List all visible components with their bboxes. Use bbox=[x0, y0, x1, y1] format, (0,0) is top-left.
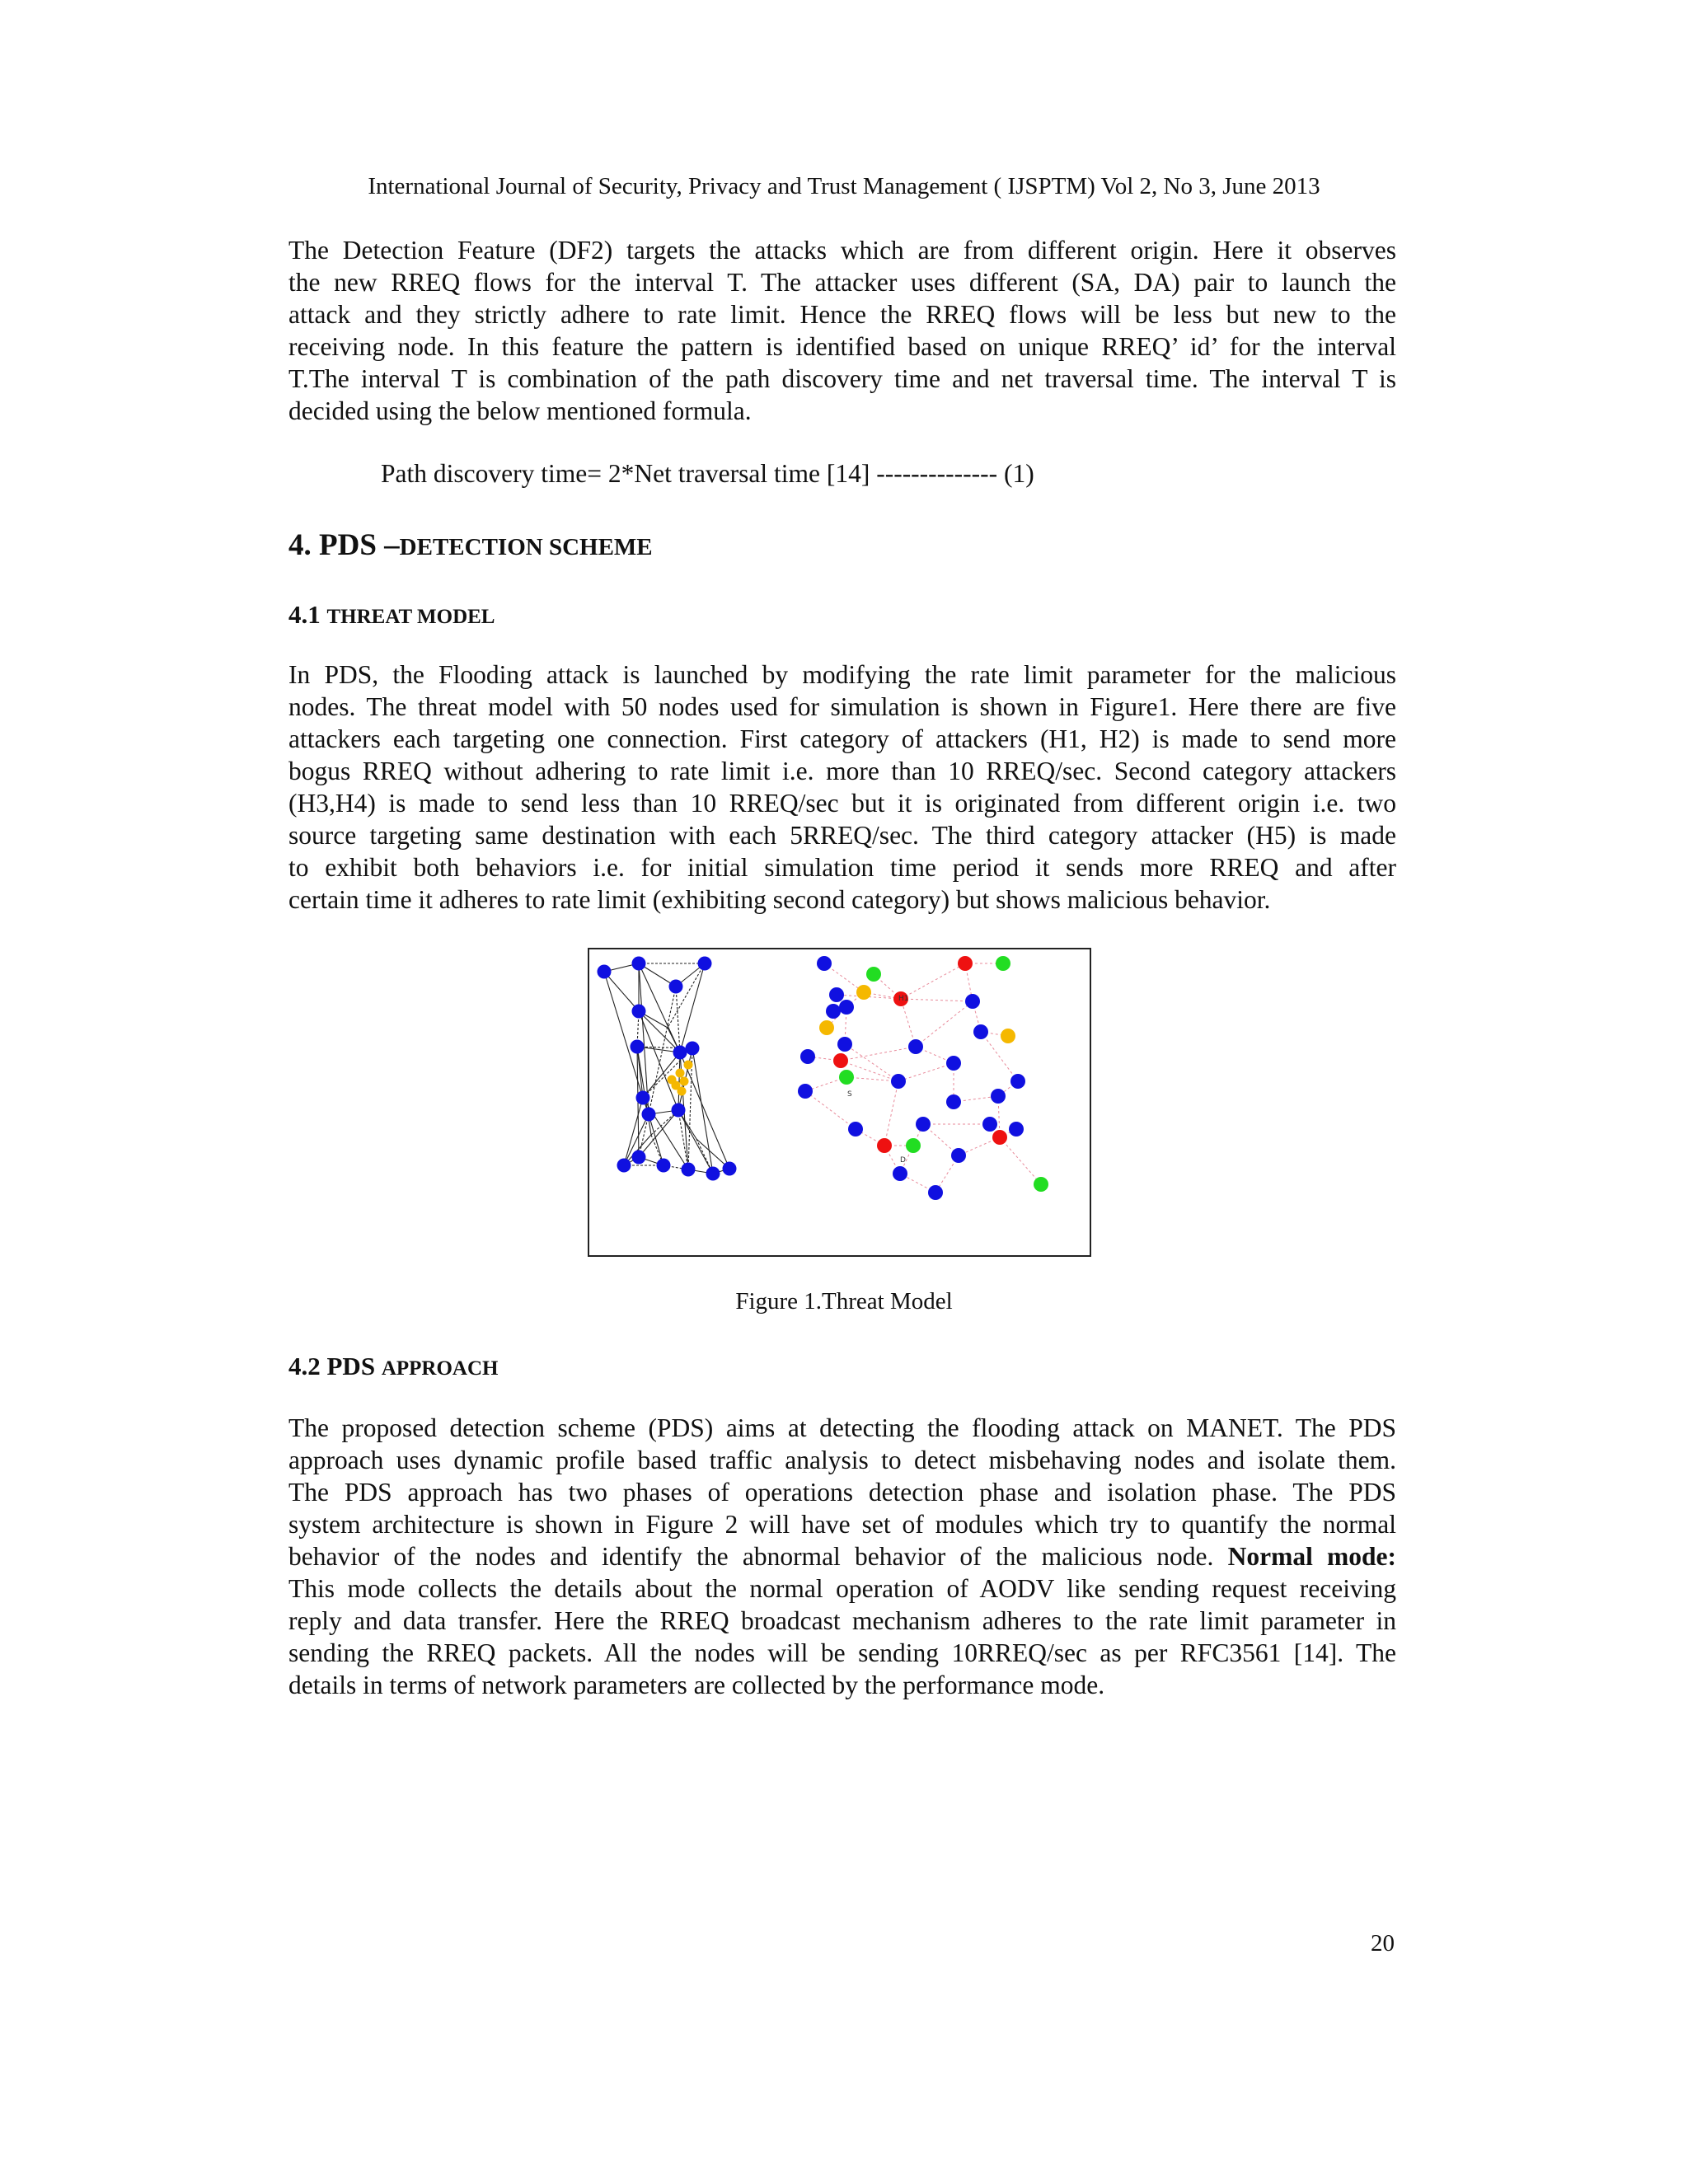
network-node bbox=[698, 957, 712, 971]
attacker-node bbox=[958, 956, 973, 971]
normal-node bbox=[908, 1039, 923, 1054]
network-node bbox=[632, 1005, 646, 1019]
source-node bbox=[856, 985, 871, 1000]
source-node bbox=[684, 1061, 693, 1070]
target-node bbox=[866, 967, 881, 982]
network-node bbox=[598, 965, 612, 979]
normal-node bbox=[798, 1084, 813, 1099]
label-d: D bbox=[900, 1156, 906, 1165]
normal-node bbox=[965, 994, 980, 1009]
text-line: reply and data transfer. Here the RREQ broadcast mechanism adheres to the rate limit parameter in bbox=[288, 1606, 1396, 1635]
network-node bbox=[617, 1159, 631, 1173]
network-node bbox=[632, 1151, 646, 1165]
source-node bbox=[676, 1069, 685, 1078]
network-node bbox=[686, 1042, 700, 1056]
normal-mode-label: Normal mode: bbox=[1227, 1542, 1397, 1571]
source-node bbox=[1001, 1029, 1015, 1043]
target-node bbox=[996, 956, 1010, 971]
network-node bbox=[706, 1167, 720, 1181]
paragraph-threat-model bbox=[288, 658, 1396, 916]
section-title: DETECTION SCHEME bbox=[399, 534, 653, 560]
formula: Path discovery time= 2*Net traversal time [14] -------------- (1) bbox=[381, 459, 1034, 488]
page-number: 20 bbox=[1371, 1930, 1395, 1957]
text-line: The proposed detection scheme (PDS) aims at detecting the flooding attack on MANET. The PDS bbox=[288, 1413, 1396, 1442]
network-node bbox=[632, 957, 646, 971]
normal-node bbox=[817, 956, 832, 971]
text-line: The Detection Feature (DF2) targets the attacks which are from different origin. Here it observes bbox=[288, 236, 1396, 265]
normal-node bbox=[893, 1166, 907, 1181]
normal-node bbox=[946, 1094, 961, 1109]
text-line: (H3,H4) is made to send less than 10 RREQ/sec but it is originated from different origin i.e. two bbox=[288, 789, 1396, 818]
network-node bbox=[672, 1104, 686, 1118]
normal-node bbox=[1010, 1074, 1025, 1089]
network-node bbox=[657, 1159, 671, 1173]
text-line: details in terms of network parameters are collected by the performance mode. bbox=[288, 1671, 1105, 1699]
network-node bbox=[673, 1046, 687, 1060]
normal-node bbox=[991, 1089, 1006, 1104]
text-line: source targeting same destination with each 5RREQ/sec. The third category attacker (H5) is made bbox=[288, 821, 1396, 850]
normal-node bbox=[973, 1024, 988, 1039]
network-diagram bbox=[589, 949, 1090, 1255]
source-node bbox=[678, 1087, 687, 1096]
text-span: behavior of the nodes and identify the abnormal behavior of the malicious node. bbox=[288, 1542, 1228, 1571]
source-node bbox=[680, 1077, 689, 1086]
section-heading-4 bbox=[288, 527, 653, 563]
section-heading-4-1 bbox=[288, 600, 495, 630]
source-node bbox=[819, 1020, 834, 1035]
text-line: attack and they strictly adhere to rate limit. Hence the RREQ flows will be less but new to the bbox=[288, 300, 1396, 329]
threat-model-figure bbox=[588, 948, 1091, 1257]
normal-node bbox=[839, 1000, 854, 1015]
attacker-node bbox=[833, 1053, 848, 1068]
section-number: 4.2 PDS bbox=[288, 1352, 376, 1380]
text-line: This mode collects the details about the normal operation of AODV like sending request receiving bbox=[288, 1574, 1396, 1603]
normal-node bbox=[1009, 1122, 1024, 1137]
text-line: In PDS, the Flooding attack is launched by modifying the rate limit parameter for the malicious bbox=[288, 660, 1396, 689]
network-node bbox=[682, 1163, 696, 1177]
paragraph-pds-approach bbox=[288, 1412, 1396, 1701]
section-title: THREAT MODEL bbox=[326, 606, 495, 628]
target-node bbox=[1034, 1177, 1048, 1192]
text-line: bogus RREQ without adhering to rate limit i.e. more than 10 RREQ/sec. Second category attackers bbox=[288, 757, 1396, 785]
normal-node bbox=[837, 1037, 852, 1052]
text-line: to exhibit both behaviors i.e. for initial simulation time period it sends more RREQ and after bbox=[288, 853, 1396, 882]
text-line: the new RREQ flows for the interval T. The attacker uses different (SA, DA) pair to launch the bbox=[288, 268, 1396, 297]
normal-node bbox=[891, 1074, 906, 1089]
normal-node bbox=[829, 987, 844, 1002]
section-title: APPROACH bbox=[381, 1357, 499, 1380]
section-number: 4. PDS – bbox=[288, 528, 400, 562]
normal-node bbox=[928, 1185, 943, 1200]
paragraph-detection-feature bbox=[288, 234, 1396, 427]
attacker-node bbox=[877, 1138, 892, 1153]
normal-node bbox=[951, 1148, 966, 1163]
text-line: The PDS approach has two phases of operations detection phase and isolation phase. The PDS bbox=[288, 1478, 1396, 1507]
normal-node bbox=[800, 1049, 815, 1064]
network-node bbox=[723, 1162, 737, 1176]
text-line: certain time it adheres to rate limit (exhibiting second category) but shows malicious behavior. bbox=[288, 885, 1271, 914]
normal-node bbox=[982, 1117, 997, 1132]
source-node bbox=[668, 1076, 677, 1085]
text-line: decided using the below mentioned formula. bbox=[288, 396, 752, 425]
network-node bbox=[636, 1091, 650, 1105]
text-line: sending the RREQ packets. All the nodes will be sending 10RREQ/sec as per RFC3561 [14]. The bbox=[288, 1638, 1396, 1667]
text-line: system architecture is shown in Figure 2 will have set of modules which try to quantify the normal bbox=[288, 1510, 1396, 1539]
network-node bbox=[642, 1108, 656, 1122]
text-line: T.The interval T is combination of the path discovery time and net traversal time. The interval T is bbox=[288, 364, 1396, 393]
text-line: receiving node. In this feature the pattern is identified based on unique RREQ’ id’ for the interval bbox=[288, 332, 1396, 361]
target-node bbox=[906, 1138, 921, 1153]
text-line bbox=[288, 1540, 1396, 1572]
text-line: attackers each targeting one connection. First category of attackers (H1, H2) is made to send more bbox=[288, 724, 1396, 753]
text-line: approach uses dynamic profile based traffic analysis to detect misbehaving nodes and isolate them. bbox=[288, 1446, 1396, 1474]
network-node bbox=[669, 980, 683, 994]
label-s: S bbox=[847, 1090, 852, 1099]
normal-node bbox=[946, 1056, 961, 1071]
attacker-node bbox=[992, 1130, 1007, 1145]
normal-node bbox=[848, 1122, 863, 1137]
section-number: 4.1 bbox=[288, 600, 321, 629]
network-node bbox=[631, 1040, 645, 1054]
text-line: nodes. The threat model with 50 nodes used for simulation is shown in Figure1. Here there are five bbox=[288, 692, 1396, 721]
normal-node bbox=[916, 1117, 931, 1132]
target-node bbox=[839, 1070, 854, 1085]
running-header: International Journal of Security, Privacy and Trust Management ( IJSPTM) Vol 2, No 3, June 2013 bbox=[368, 173, 1320, 199]
normal-node bbox=[826, 1004, 841, 1019]
section-heading-4-2 bbox=[288, 1352, 498, 1381]
label-h1: H1 bbox=[898, 995, 909, 1003]
figure-caption: Figure 1.Threat Model bbox=[735, 1288, 953, 1315]
